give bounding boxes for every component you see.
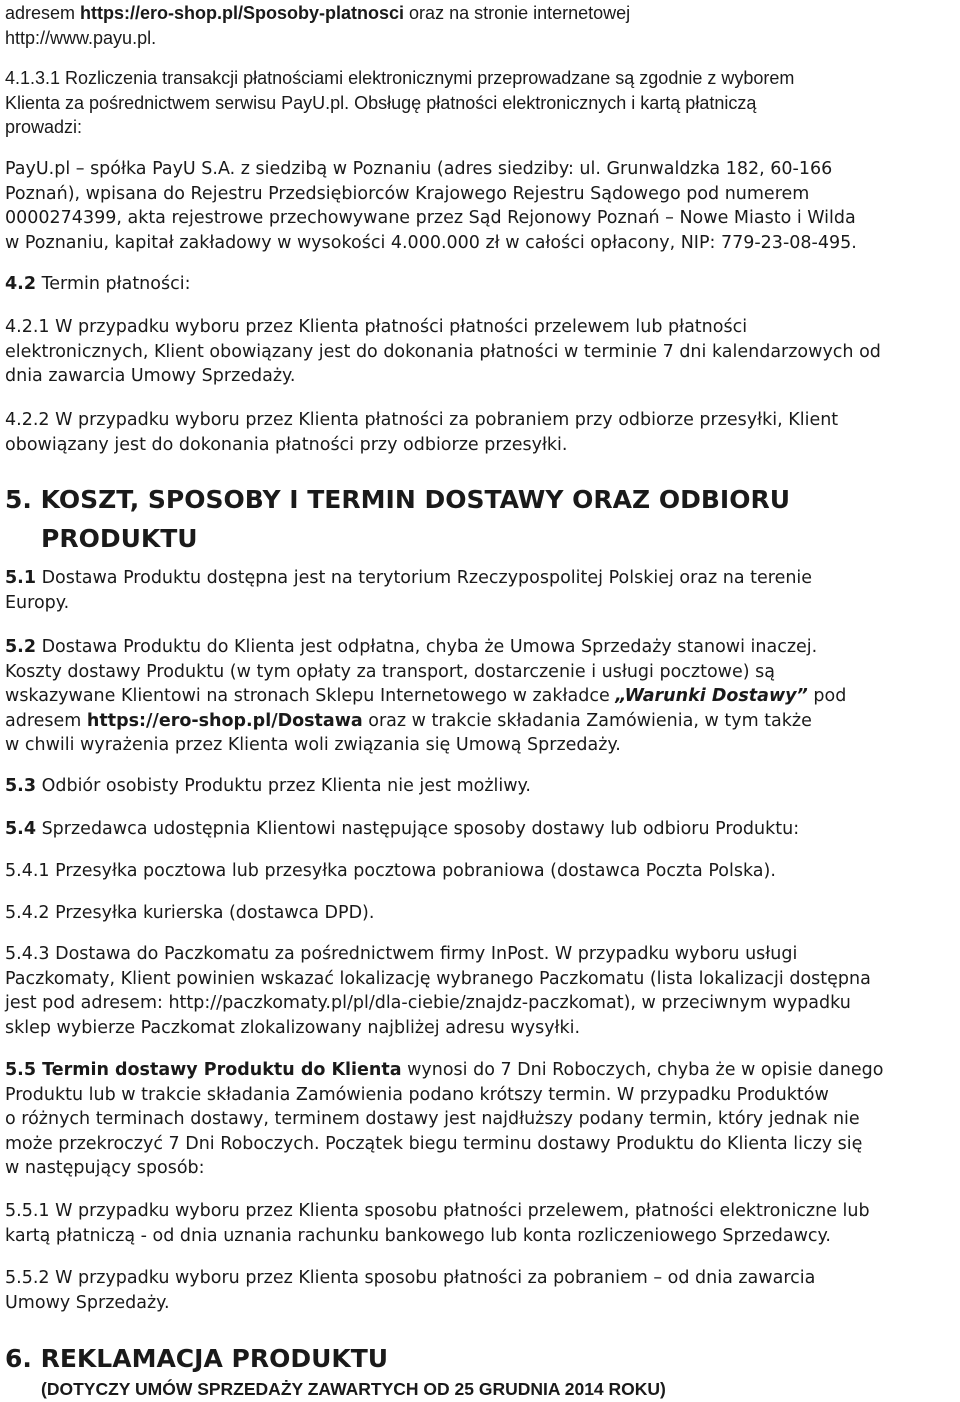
paragraph-5-3: 5.3 Odbiór osobisty Produktu przez Klienta nie jest możliwy.: [5, 776, 531, 796]
payu-url[interactable]: http://www.payu.pl.: [5, 27, 157, 48]
paragraph-payment-methods-address: adresem https://ero-shop.pl/Sposoby-platnosci oraz na stronie internetowej http://www.payu.pl.: [5, 1, 957, 50]
heading-4-2: 4.2 Termin płatności:: [5, 274, 191, 294]
section-6-subheading: (DOTYCZY UMÓW SPRZEDAŻY ZAWARTYCH OD 25 GRUDNIA 2014 ROKU): [41, 1379, 666, 1399]
paragraph-5-5-2: 5.5.2 W przypadku wyboru przez Klienta sposobu płatności za pobraniem – od dnia zawarcia Umowy Sprzedaży.: [5, 1268, 816, 1313]
paragraph-5-4: 5.4 Sprzedawca udostępnia Klientowi następujące sposoby dostawy lub odbioru Produktu:: [5, 819, 800, 839]
paragraph-5-1: 5.1 Dostawa Produktu dostępna jest na terytorium Rzeczypospolitej Polskiej oraz na terenie Europy.: [5, 568, 813, 613]
section-6-heading: 6. REKLAMACJA PRODUKTU: [5, 1344, 389, 1373]
paragraph-5-5-1: 5.5.1 W przypadku wyboru przez Klienta sposobu płatności przelewem, płatności elektroniczne lub kartą płatniczą - od dnia uznania rachunku bankowego lub konta rozliczeniowego Sprzedawcy.: [5, 1201, 870, 1246]
paragraph-4-1-3-1: 4.1.3.1 Rozliczenia transakcji płatnościami elektronicznymi przeprowadzane są zgodnie z wyborem Klienta za pośrednictwem serwisu PayU.pl. Obsługę płatności elektronicznych i kartą płatniczą prowadzi:: [5, 68, 795, 137]
delivery-link[interactable]: https://ero-shop.pl/Dostawa: [86, 710, 363, 731]
paragraph-5-5: 5.5 Termin dostawy Produktu do Klienta wynosi do 7 Dni Roboczych, chyba że w opisie danego Produktu lub w trakcie składania Zamówienia podano krótszy termin. W przypadku Produktów o różnych terminach dostawy, terminem dostawy jest najdłuższy podany termin, który jednak nie może przekroczyć 7 Dni Roboczych. Początek biegu terminu dostawy Produktu do Klienta liczy się w następujący sposób:: [5, 1060, 884, 1178]
paragraph-4-2-2: 4.2.2 W przypadku wyboru przez Klienta płatności za pobraniem przy odbiorze przesyłki, Klient obowiązany jest do dokonania płatności przy odbiorze przesyłki.: [5, 410, 839, 455]
paragraph-5-2: 5.2 Dostawa Produktu do Klienta jest odpłatna, chyba że Umowa Sprzedaży stanowi inaczej. Koszty dostawy Produktu (w tym opłaty za transport, dostarczenie i usługi pocztowe) są wskazywane Klientowi na stronach Sklepu Internetowego w zakładce „Warunki Dostawy” pod adresem https://ero-shop.pl/Dostawa oraz w trakcie składania Zamówienia, w tym także w chwili wyrażenia przez Klienta woli związania się Umową Sprzedaży.: [5, 637, 847, 755]
delivery-terms-tab-name: „Warunki Dostawy”: [615, 686, 808, 706]
section-5-heading: 5. KOSZT, SPOSOBY I TERMIN DOSTAWY ORAZ ODBIORU PRODUKTU: [5, 485, 791, 553]
paragraph-4-2-1: 4.2.1 W przypadku wyboru przez Klienta płatności płatności przelewem lub płatności elektronicznych, Klient obowiązany jest do dokonania płatności w terminie 7 dni kalendarzowych od dnia zawarcia Umowy Sprzedaży.: [5, 317, 881, 386]
payment-methods-link[interactable]: https://ero-shop.pl/Sposoby-platnosci: [80, 3, 405, 23]
paragraph-5-4-1: 5.4.1 Przesyłka pocztowa lub przesyłka pocztowa pobraniowa (dostawca Poczta Polska).: [5, 861, 776, 881]
paragraph-5-4-2: 5.4.2 Przesyłka kurierska (dostawca DPD).: [5, 903, 375, 923]
paragraph-payu-details: PayU.pl – spółka PayU S.A. z siedzibą w Poznaniu (adres siedziby: ul. Grunwaldzka 182, 60-166 Poznań), wpisana do Rejestru Przedsiębiorców Krajowego Rejestru Sądowego pod numerem 0000274399, akta rejestrowe przechowywane przez Sąd Rejonowy Poznań – Nowe Miasto i Wilda w Poznaniu, kapitał zakładowy w wysokości 4.000.000 zł w całości opłacony, NIP: 779-23-08-495.: [5, 159, 857, 253]
paragraph-5-4-3: 5.4.3 Dostawa do Paczkomatu za pośrednictwem firmy InPost. W przypadku wyboru usługi Paczkomaty, Klient powinien wskazać lokalizację wybranego Paczkomatu (lista lokalizacji dostępna jest pod adresem: http://paczkomaty.pl/pl/dla-ciebie/znajdz-paczkomat), w przeciwnym wypadku sklep wybierze Paczkomat zlokalizowany najbliżej adresu wysyłki.: [5, 944, 871, 1038]
